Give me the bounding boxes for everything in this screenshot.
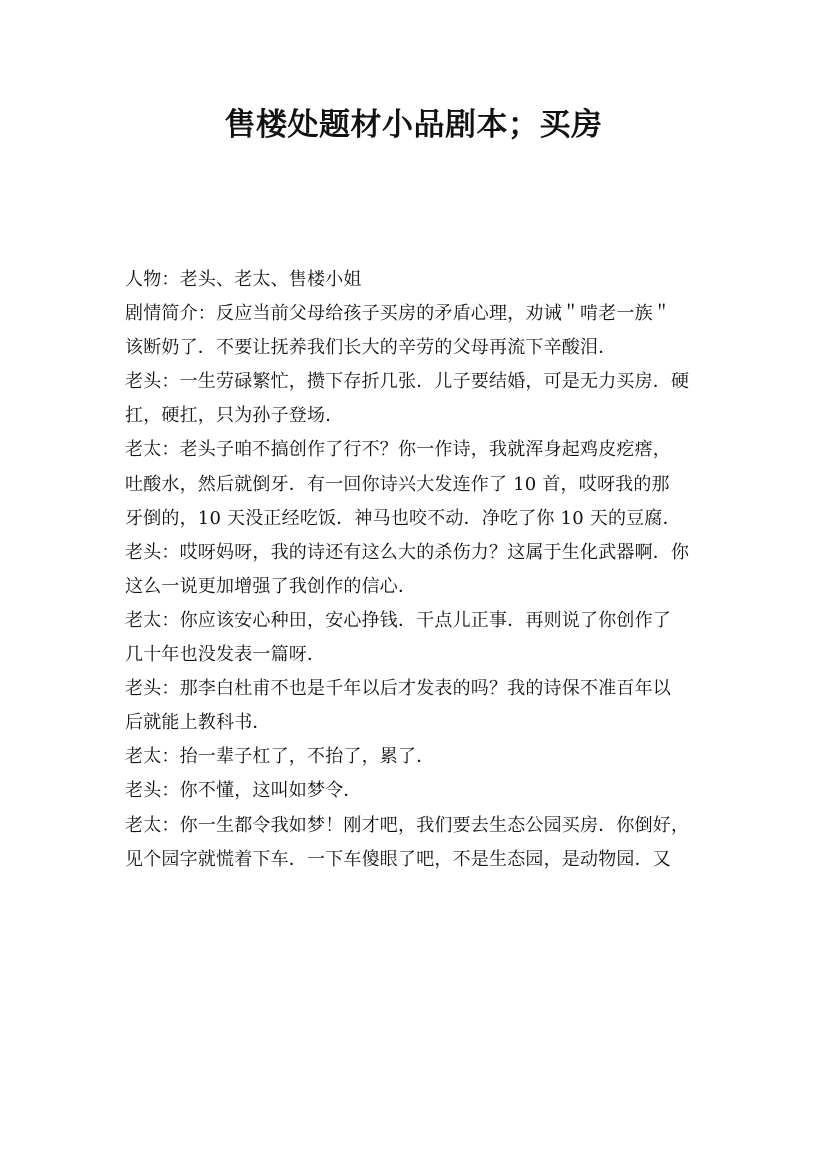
text-line: 这么一说更加增强了我创作的信心． <box>125 575 417 597</box>
text-line: 老太：你应该安心种田，安心挣钱．干点儿正事．再则说了你创作了 <box>125 609 671 631</box>
text-line: 人物：老头、老太、售楼小姐 <box>125 269 362 290</box>
text-line: 老太：抬一辈子杠了，不抬了，累了． <box>125 746 435 768</box>
text-line: 老头：哎呀妈呀，我的诗还有这么大的杀伤力？这属于生化武器啊．你 <box>125 541 690 563</box>
text-line: 该断奶了．不要让抚养我们长大的辛劳的父母再流下辛酸泪． <box>125 337 617 359</box>
text-line: 老头：一生劳碌繁忙，攒下存折几张．儿子要结婚，可是无力买房．硬 <box>125 371 690 393</box>
text-line: 见个园字就慌着下车．一下车傻眼了吧，不是生态园，是动物园．又 <box>125 848 671 870</box>
text-line: 吐酸水，然后就倒牙．有一回你诗兴大发连作了 10 首，哎呀我的那 <box>125 473 670 495</box>
script-body <box>125 263 725 877</box>
text-line: 后就能上教科书． <box>125 712 271 734</box>
text-line: 老头：那李白杜甫不也是千年以后才发表的吗？我的诗保不准百年以 <box>125 678 671 700</box>
text-line: 老太：你一生都令我如梦！刚才吧，我们要去生态公园买房．你倒好， <box>125 814 690 836</box>
text-line: 剧情简介：反应当前父母给孩子买房的矛盾心理，劝诫＂啃老一族＂ <box>125 303 671 325</box>
text-line: 老头：你不懂，这叫如梦令． <box>125 780 362 802</box>
text-line: 几十年也没发表一篇呀． <box>125 644 326 666</box>
page-title: 售楼处题材小品剧本；买房 <box>224 107 603 143</box>
text-line: 老太：老头子咱不搞创作了行不？你一作诗，我就浑身起鸡皮疙瘩， <box>125 439 671 461</box>
text-line: 牙倒的，10 天没正经吃饭．神马也咬不动．净吃了你 10 天的豆腐． <box>125 507 681 529</box>
text-line: 扛，硬扛，只为孙子登场． <box>125 405 344 427</box>
